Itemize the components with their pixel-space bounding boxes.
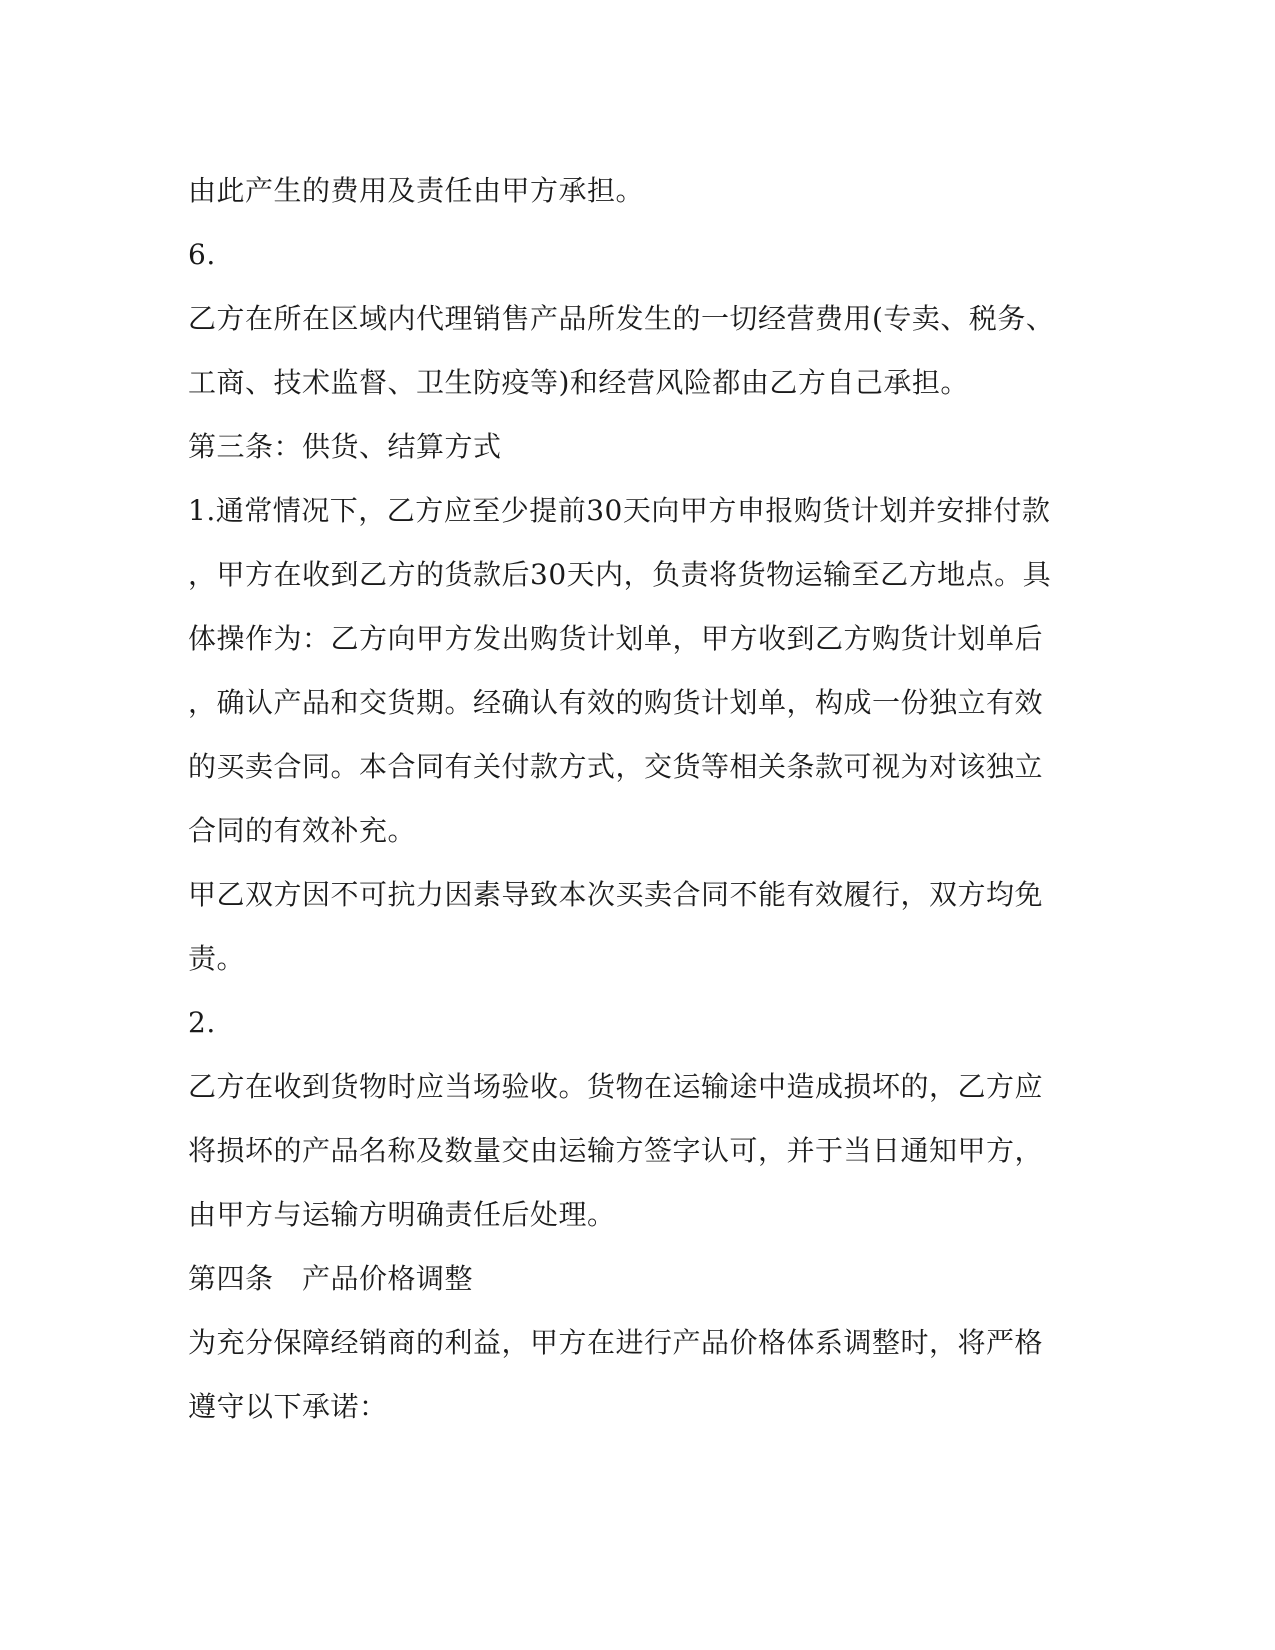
text-line: 的买卖合同。本合同有关付款方式，交货等相关条款可视为对该独立 (188, 750, 1044, 783)
text-line: 将损坏的产品名称及数量交由运输方签字认可，并于当日通知甲方， (188, 1134, 1044, 1167)
text-line: 体操作为：乙方向甲方发出购货计划单，甲方收到乙方购货计划单后 (188, 622, 1044, 655)
section-heading: 第三条：供货、结算方式 (188, 430, 502, 463)
text-line: 1.通常情况下，乙方应至少提前30天向甲方申报购货计划并安排付款 (188, 494, 1051, 527)
clause-number: 6. (188, 238, 216, 271)
text-line: 由甲方与运输方明确责任后处理。 (188, 1198, 616, 1231)
text-line: 乙方在收到货物时应当场验收。货物在运输途中造成损坏的，乙方应 (188, 1070, 1044, 1103)
text-line: ，确认产品和交货期。经确认有效的购货计划单，构成一份独立有效 (188, 686, 1044, 719)
text-line: 甲乙双方因不可抗力因素导致本次买卖合同不能有效履行，双方均免 (188, 878, 1044, 911)
clause-number: 2. (188, 1006, 216, 1039)
text-line: 工商、技术监督、卫生防疫等)和经营风险都由乙方自己承担。 (188, 366, 969, 399)
section-heading: 第四条 产品价格调整 (188, 1262, 474, 1295)
contract-text-body (188, 159, 1068, 1439)
text-line: ，甲方在收到乙方的货款后30天内，负责将货物运输至乙方地点。具 (188, 558, 1052, 591)
text-line: 由此产生的费用及责任由甲方承担。 (188, 174, 645, 207)
text-line: 遵守以下承诺： (188, 1390, 388, 1423)
text-line: 为充分保障经销商的利益，甲方在进行产品价格体系调整时，将严格 (188, 1326, 1044, 1359)
text-line: 合同的有效补充。 (188, 814, 417, 847)
text-line: 责。 (188, 942, 246, 975)
text-line: 乙方在所在区域内代理销售产品所发生的一切经营费用(专卖、税务、 (188, 302, 1055, 335)
